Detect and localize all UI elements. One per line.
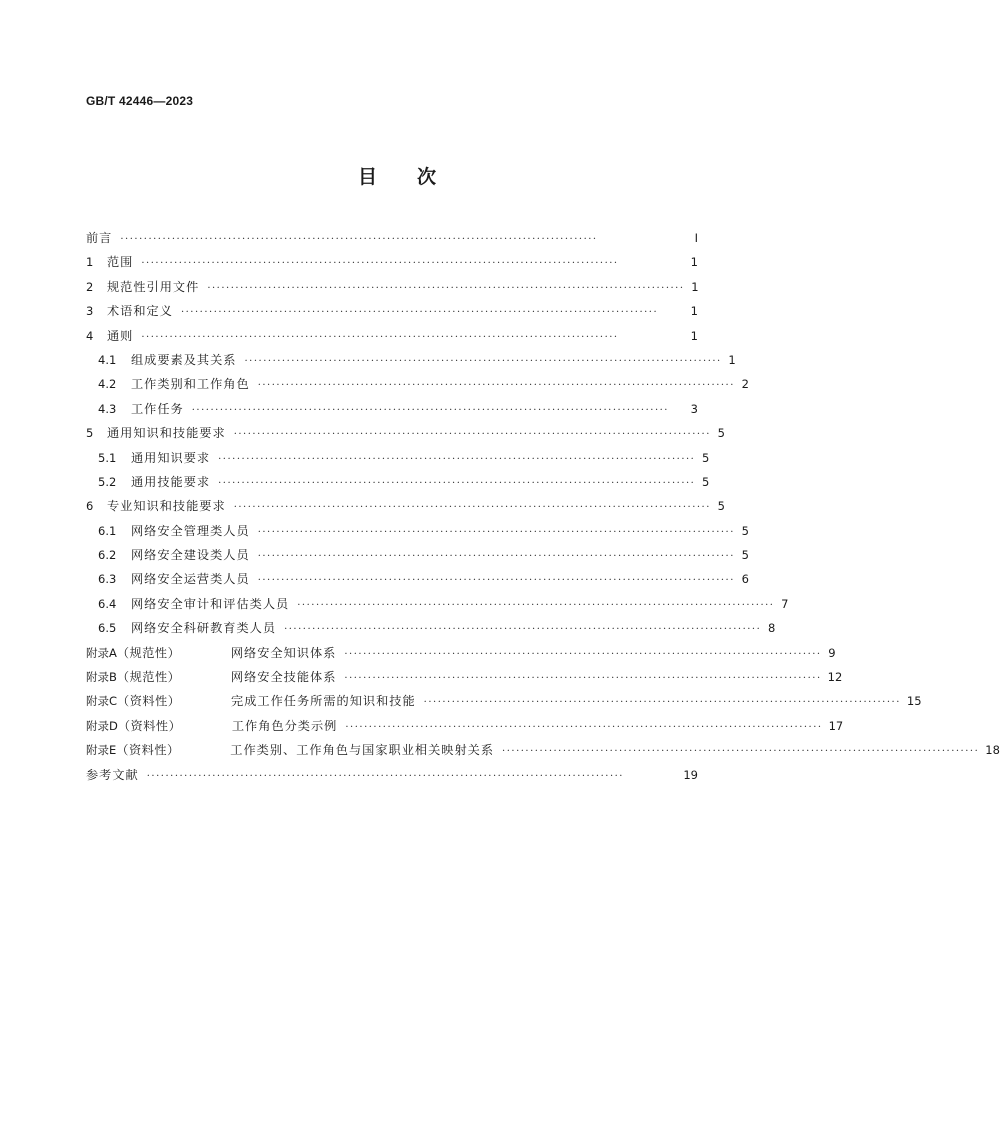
toc-entry-4-1[interactable] (86, 348, 736, 372)
toc-entry-appendix-c[interactable] (86, 689, 922, 713)
toc-page: 1 (690, 255, 698, 270)
leader-dots: ······································································································ (423, 697, 901, 709)
toc-entry-appendix-d[interactable] (86, 714, 844, 738)
leader-dots: ······································································································ (218, 453, 696, 465)
toc-number: 6.2 (98, 548, 117, 563)
leader-dots: ······································································································ (344, 673, 822, 685)
appendix-type: （规范性） (116, 670, 181, 685)
toc-number: 6 (86, 499, 94, 514)
leader-dots: ······································································································ (257, 575, 735, 587)
toc-label: 网络安全运营类人员 (131, 572, 250, 587)
toc-page: 9 (828, 645, 836, 660)
leader-dots: ······································································································ (218, 477, 696, 489)
toc-page: 5 (717, 499, 725, 514)
appendix-type: （资料性） (116, 743, 180, 758)
toc-entry-1[interactable] (86, 250, 698, 274)
leader-dots: ······································································································ (257, 551, 735, 563)
leader-dots: ······································································································ (207, 282, 685, 294)
leader-dots: ······································································································ (191, 404, 669, 416)
toc-page: 5 (741, 523, 749, 538)
toc-entry-appendix-a[interactable] (86, 641, 836, 665)
toc-number: 6.1 (98, 523, 117, 538)
toc-label: 网络安全技能体系 (230, 670, 337, 685)
toc-label: 网络安全管理类人员 (131, 523, 250, 538)
leader-dots: ······································································································ (141, 331, 619, 343)
toc-number: 4.3 (98, 401, 117, 416)
toc-page: 6 (741, 572, 749, 587)
toc-page: 15 (906, 694, 922, 709)
toc-label: 网络安全科研教育类人员 (131, 621, 277, 636)
toc-entry-4-2[interactable] (86, 372, 749, 396)
toc-label: 组成要素及其关系 (131, 352, 237, 367)
toc-label: 通则 (107, 328, 134, 343)
leader-dots: ······································································································ (141, 258, 619, 270)
leader-dots: ······································································································ (257, 526, 735, 538)
leader-dots: ······································································································ (284, 624, 762, 636)
toc-number: 附录A (86, 645, 117, 660)
toc-page: I (694, 231, 698, 245)
toc-entry-6[interactable] (86, 494, 725, 518)
toc-page: 5 (717, 426, 725, 441)
toc-entry-appendix-e[interactable] (86, 738, 1000, 762)
leader-dots: ······································································································ (244, 355, 722, 367)
toc-number: 6.5 (98, 621, 117, 636)
leader-dots: ······································································································ (502, 746, 980, 758)
toc-label: 前言 (86, 231, 113, 245)
toc-page: 1 (690, 304, 698, 319)
appendix-type: （资料性） (117, 694, 181, 709)
toc-number: 1 (86, 255, 94, 270)
toc-number: 5 (86, 426, 94, 441)
toc-page: 19 (683, 767, 698, 782)
toc-number: 4 (86, 328, 94, 343)
toc-label: 通用技能要求 (131, 474, 211, 489)
toc-number: 附录C (86, 694, 118, 709)
toc-label: 工作类别、工作角色与国家职业相关映射关系 (230, 743, 495, 758)
toc-page: 12 (827, 670, 843, 685)
toc-entry-5[interactable] (86, 421, 725, 445)
toc-entry-5-2[interactable] (86, 470, 710, 494)
leader-dots: ······································································································ (233, 429, 711, 441)
toc-page: 5 (741, 548, 749, 563)
toc-entry-6-2[interactable] (86, 543, 749, 567)
toc-page: 7 (781, 596, 789, 611)
toc-entry-6-5[interactable] (86, 616, 776, 640)
leader-dots: ······································································································ (257, 380, 735, 392)
document-code: GB/T 42446—2023 (86, 94, 194, 108)
toc-label: 通用知识和技能要求 (107, 426, 226, 441)
toc-page: 5 (702, 474, 710, 489)
toc-number: 4.1 (98, 352, 117, 367)
toc-number: 5.2 (98, 474, 117, 489)
leader-dots: ······································································································ (345, 721, 823, 733)
toc-label: 范围 (107, 255, 134, 270)
toc-entry-4[interactable] (86, 324, 698, 348)
leader-dots: ······································································································ (146, 770, 624, 782)
leader-dots: ······································································································ (297, 599, 775, 611)
toc-entry-foreword[interactable] (86, 226, 698, 250)
toc-page: 2 (741, 377, 749, 392)
toc-number: 5.1 (98, 450, 117, 465)
toc-entry-3[interactable] (86, 299, 698, 323)
leader-dots: ······································································································ (120, 234, 598, 245)
toc-page: 17 (828, 718, 844, 733)
toc-number: 4.2 (98, 377, 117, 392)
toc-number: 6.3 (98, 572, 117, 587)
toc-number: 附录D (86, 718, 118, 733)
toc-entry-4-3[interactable] (86, 397, 698, 421)
toc-number: 2 (86, 279, 94, 294)
toc-number: 3 (86, 304, 94, 319)
toc-page: 5 (702, 450, 710, 465)
leader-dots: ······································································································ (344, 648, 822, 660)
toc-label: 工作类别和工作角色 (131, 377, 250, 392)
toc-page: 1 (728, 352, 736, 367)
toc-label: 网络安全知识体系 (230, 645, 337, 660)
toc-label: 网络安全审计和评估类人员 (131, 596, 290, 611)
toc-label: 工作任务 (131, 401, 184, 416)
appendix-type: （规范性） (116, 645, 181, 660)
toc-number: 附录B (86, 670, 117, 685)
toc-entry-6-4[interactable] (86, 592, 789, 616)
toc-entry-2[interactable] (86, 275, 698, 299)
table-of-contents (86, 226, 1000, 787)
toc-number: 6.4 (98, 596, 117, 611)
leader-dots: ······································································································ (233, 502, 711, 514)
toc-entry-references[interactable] (86, 763, 698, 787)
toc-label: 术语和定义 (107, 304, 173, 319)
toc-label: 规范性引用文件 (107, 279, 200, 294)
toc-entry-6-3[interactable] (86, 567, 749, 591)
toc-entry-6-1[interactable] (86, 519, 749, 543)
toc-page: 8 (767, 621, 776, 636)
toc-entry-5-1[interactable] (86, 446, 710, 470)
toc-page: 18 (985, 743, 1000, 758)
toc-label: 通用知识要求 (131, 450, 211, 465)
toc-label: 完成工作任务所需的知识和技能 (231, 694, 416, 709)
toc-label: 工作角色分类示例 (231, 718, 338, 733)
toc-page: 1 (691, 279, 699, 294)
toc-page: 3 (690, 401, 698, 416)
toc-label: 网络安全建设类人员 (131, 548, 250, 563)
toc-label: 参考文献 (86, 767, 139, 782)
toc-number: 附录E (86, 743, 117, 758)
page-title: 目次 (357, 166, 476, 188)
appendix-type: （资料性） (117, 718, 182, 733)
toc-entry-appendix-b[interactable] (86, 665, 843, 689)
toc-label: 专业知识和技能要求 (107, 499, 226, 514)
toc-page: 1 (690, 328, 698, 343)
leader-dots: ······································································································ (180, 307, 659, 319)
